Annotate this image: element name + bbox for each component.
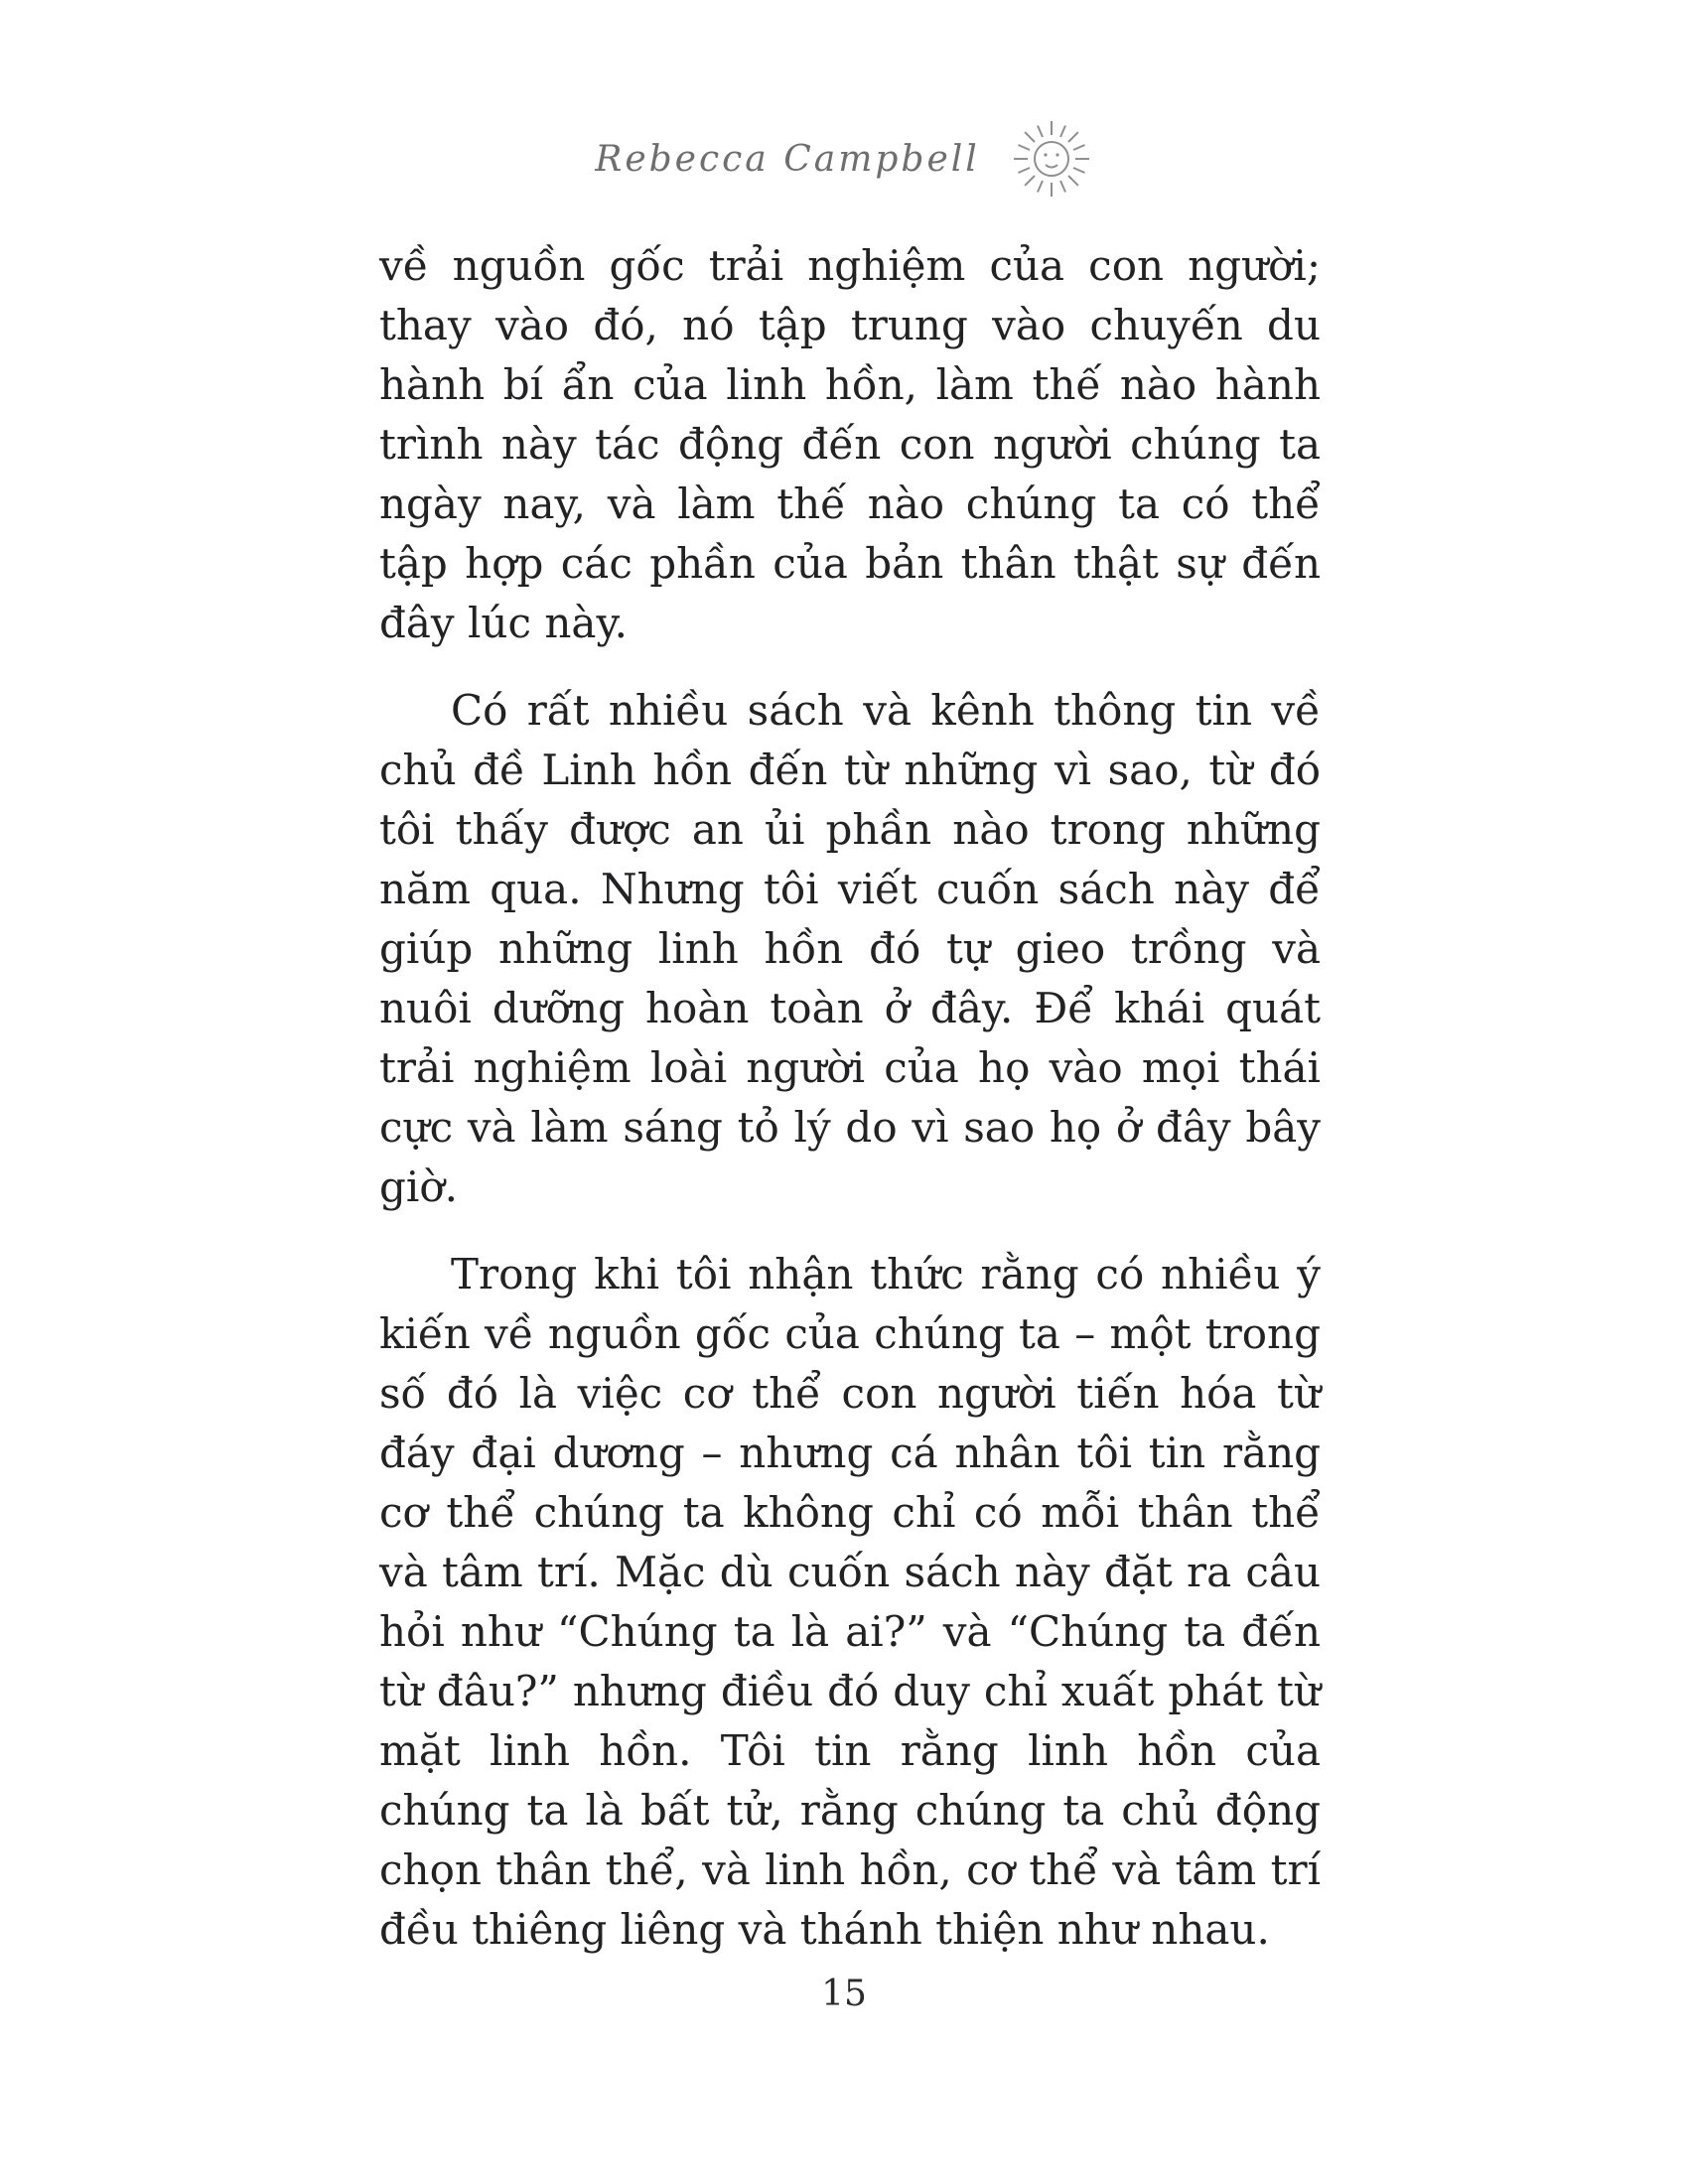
paragraph-3: Trong khi tôi nhận thức rằng có nhiều ý kiến về nguồn gốc của chúng ta – một trong số đó là việc cơ thể con người tiến hóa từ đáy đại dương – nhưng cá nhân tôi tin rằng cơ thể chúng ta không chỉ có mỗi thân thể và tâm trí. Mặc dù cuốn sách này đặt ra câu hỏi như “Chúng ta là ai?” và “Chúng ta đến từ đâu?” nhưng điều đó duy chỉ xuất phát từ mặt linh hồn. Tôi tin rằng linh hồn của chúng ta là bất tử, rằng chúng ta chủ động chọn thân thể, và linh hồn, cơ thể và tâm trí đều thiêng liêng và thánh thiện như nhau. — [379, 1250, 1321, 1954]
paragraph-1: về nguồn gốc trải nghiệm của con người; thay vào đó, nó tập trung vào chuyến du hành bí ẩn của linh hồn, làm thế nào hành trình này tác động đến con người chúng ta ngày nay, và làm thế nào chúng ta có thể tập hợp các phần của bản thân thật sự đến đây lúc này. — [379, 241, 1321, 647]
page-header — [0, 117, 1688, 201]
page-body-text — [379, 236, 1321, 1987]
page-number: 15 — [821, 1974, 867, 2014]
paragraph-2: Có rất nhiều sách và kênh thông tin về chủ đề Linh hồn đến từ những vì sao, từ đó tôi thấy được an ủi phần nào trong những năm qua. Nhưng tôi viết cuốn sách này để giúp những linh hồn đó tự gieo trồng và nuôi dưỡng hoàn toàn ở đây. Để khái quát trải nghiệm loài người của họ vào mọi thái cực và làm sáng tỏ lý do vì sao họ ở đây bây giờ. — [379, 686, 1321, 1211]
author-name: Rebecca Campbell — [595, 138, 980, 180]
sun-ornament-icon — [1010, 117, 1093, 201]
